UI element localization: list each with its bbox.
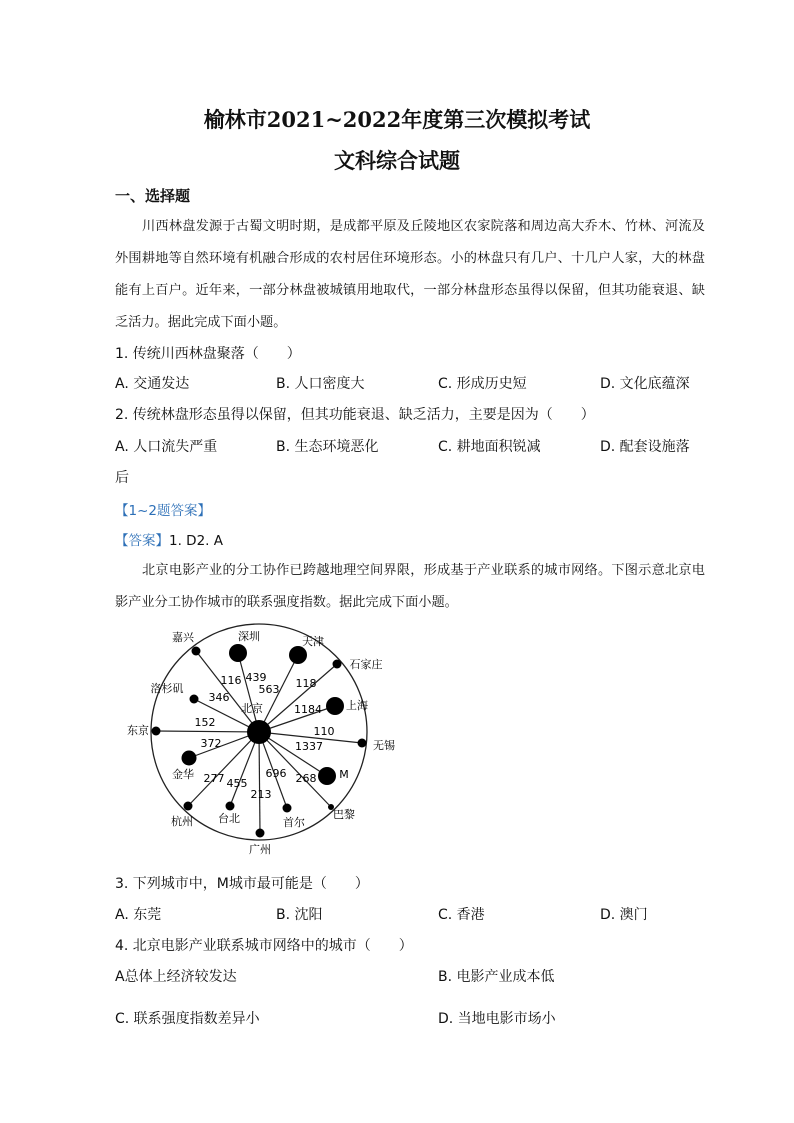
city-node-jinhua <box>182 751 197 766</box>
q1-option-b: B. 人口密度大 <box>276 376 365 392</box>
spoke-hangzhou <box>188 732 259 806</box>
q1-option-c: C. 形成历史短 <box>438 376 527 392</box>
city-node-shenzhen <box>229 644 247 662</box>
value-label-hangzhou: 277 <box>203 772 225 785</box>
city-node-shanghai <box>326 697 344 715</box>
doc-subtitle: 文科综合试题 <box>334 148 460 173</box>
city-node-jiaxing <box>192 647 201 656</box>
value-label-seoul: 696 <box>265 767 287 780</box>
answer-line <box>115 529 223 549</box>
city-label-jiaxing: 嘉兴 <box>172 631 194 644</box>
q4-option-c: C. 联系强度指数差异小 <box>115 1011 260 1027</box>
city-label-wuxi: 无锡 <box>373 739 395 752</box>
city-label-hangzhou: 杭州 <box>171 815 193 828</box>
spoke-shenzhen <box>238 653 259 732</box>
value-label-jiaxing: 116 <box>220 674 242 687</box>
city-label-taipei: 台北 <box>218 812 240 825</box>
city-node-seoul <box>283 804 292 813</box>
question-4-stem: 4. 北京电影产业联系城市网络中的城市（ ） <box>115 938 413 954</box>
answer-text: 1. D2. A <box>169 533 223 549</box>
city-label-tokyo: 东京 <box>127 724 149 737</box>
q2-option-d: D. 配套设施落 <box>600 439 690 455</box>
value-label-taipei: 455 <box>226 777 248 790</box>
city-label-losangeles: 洛杉矶 <box>150 682 184 695</box>
value-label-tokyo: 152 <box>194 716 216 729</box>
q4-option-d: D. 当地电影市场小 <box>438 1011 556 1027</box>
q4-option-b: B. 电影产业成本低 <box>438 969 555 985</box>
q2-option-c: C. 耕地面积锐减 <box>438 439 541 455</box>
city-node-losangeles <box>190 695 199 704</box>
q2-option-a: A. 人口流失严重 <box>115 439 218 455</box>
q2-option-b: B. 生态环境恶化 <box>276 439 379 455</box>
q3-option-d: D. 澳门 <box>600 907 648 923</box>
network-figure <box>110 620 410 860</box>
answer-tag: 【答案】 <box>115 533 169 549</box>
passage-1: 川西林盘发源于古蜀文明时期，是成都平原及丘陵地区农家院落和周边高大乔木、竹林、河流及外围耕地等自然环境有机融合形成的农村居住环境形态。小的林盘只有几户、十几户人家，大的林盘能有上百户。近年来，一部分林盘被城镇用地取代，一部分林盘形态虽得以保留，但其功能衰退、缺乏活力。据此完成下面小题。 <box>115 219 705 330</box>
section-heading: 一、选择题 <box>115 187 191 205</box>
city-node-tianjin <box>289 646 307 664</box>
city-label-m: M <box>339 768 349 781</box>
city-node-guangzhou <box>256 829 265 838</box>
city-label-guangzhou: 广州 <box>249 843 271 856</box>
spoke-tokyo <box>156 731 259 732</box>
city-node-hangzhou <box>184 802 193 811</box>
question-3-stem: 3. 下列城市中，M城市最可能是（ ） <box>115 876 369 892</box>
city-label-seoul: 首尔 <box>283 816 305 829</box>
value-label-losangeles: 346 <box>208 691 230 704</box>
doc-title: 榆林市2021~2022年度第三次模拟考试 <box>203 107 591 132</box>
center-node <box>247 720 271 744</box>
q2-option-d-wrap: 后 <box>115 470 129 486</box>
question-2-stem: 2. 传统林盘形态虽得以保留，但其功能衰退、缺乏活力，主要是因为（ ） <box>115 407 595 423</box>
q3-option-b: B. 沈阳 <box>276 907 323 923</box>
city-label-tianjin: 天津 <box>302 635 324 648</box>
value-label-shanghai: 1184 <box>294 703 322 716</box>
value-label-jinhua: 372 <box>200 737 222 750</box>
value-label-paris: 268 <box>295 772 317 785</box>
value-label-m: 1337 <box>295 740 323 753</box>
city-label-jinhua: 金华 <box>172 768 194 781</box>
answer-group-tag: 【1~2题答案】 <box>115 503 211 519</box>
city-node-m <box>318 767 336 785</box>
city-node-tokyo <box>152 727 161 736</box>
city-label-paris: 巴黎 <box>333 808 355 821</box>
city-node-taipei <box>226 802 235 811</box>
city-node-shijiazhuang <box>333 660 342 669</box>
value-label-wuxi: 110 <box>313 725 335 738</box>
q3-option-a: A. 东莞 <box>115 907 162 923</box>
passage-2: 北京电影产业的分工协作已跨越地理空间界限，形成基于产业联系的城市网络。下图示意北京电影产业分工协作城市的联系强度指数。据此完成下面小题。 <box>115 563 705 610</box>
q4-option-a: A总体上经济较发达 <box>115 969 237 985</box>
q1-option-a: A. 交通发达 <box>115 376 190 392</box>
value-label-tianjin: 563 <box>258 683 280 696</box>
spoke-shijiazhuang <box>259 664 337 732</box>
city-node-wuxi <box>358 739 367 748</box>
question-1-stem: 1. 传统川西林盘聚落（ ） <box>115 346 301 362</box>
value-label-shenzhen: 439 <box>245 671 267 684</box>
center-label: 北京 <box>241 702 263 715</box>
q1-option-d: D. 文化底蕴深 <box>600 376 690 392</box>
spoke-guangzhou <box>259 732 260 833</box>
value-label-shijiazhuang: 118 <box>295 677 317 690</box>
city-label-shijiazhuang: 石家庄 <box>349 658 383 671</box>
city-label-shanghai: 上海 <box>346 699 368 712</box>
value-label-guangzhou: 213 <box>250 788 272 801</box>
city-label-shenzhen: 深圳 <box>238 630 260 643</box>
q3-option-c: C. 香港 <box>438 907 485 923</box>
